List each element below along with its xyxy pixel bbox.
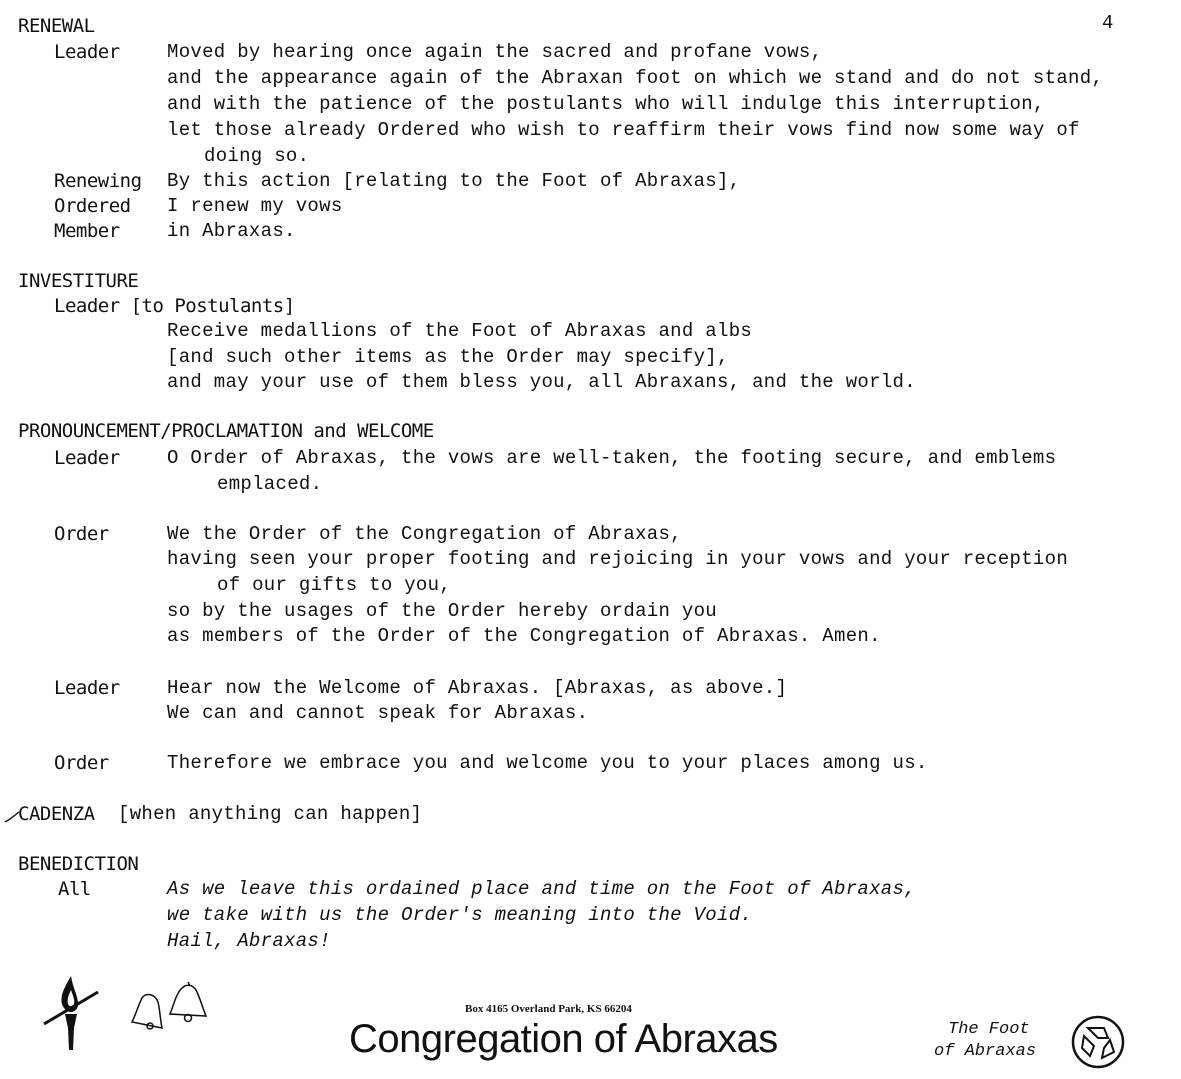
investiture-heading: INVESTITURE: [18, 270, 139, 292]
pronouncement-leader1-line-1: O Order of Abraxas, the vows are well-taken, the footing secure, and emblems: [167, 447, 1057, 469]
pronouncement-leader2-speaker: Leader: [54, 677, 120, 699]
renewal-member-line-3: in Abraxas.: [167, 220, 296, 242]
renewal-leader-line-4: let those already Ordered who wish to reaffirm their vows find now some way of: [167, 119, 1080, 141]
investiture-line-3: and may your use of them bless you, all Abraxans, and the world.: [167, 371, 916, 393]
pronouncement-order2-speaker: Order: [54, 752, 109, 774]
footer-tagline-1: The Foot: [948, 1020, 1030, 1039]
pronouncement-order1-line-5: as members of the Order of the Congregation of Abraxas. Amen.: [167, 625, 881, 647]
renewal-heading: RENEWAL: [18, 15, 95, 37]
renewal-leader-line-5: doing so.: [204, 145, 310, 167]
renewal-member-line-1: By this action [relating to the Foot of Abraxas],: [167, 170, 741, 192]
pronouncement-leader1-speaker: Leader: [54, 447, 120, 469]
pronouncement-order1-line-2: having seen your proper footing and rejoicing in your vows and your reception: [167, 548, 1069, 570]
renewal-speaker-member: Member: [54, 220, 120, 242]
page-number: 4: [1102, 12, 1114, 34]
renewal-speaker-renewing: Renewing: [54, 170, 142, 192]
pronouncement-leader2-line-1: Hear now the Welcome of Abraxas. [Abraxas, as above.]: [167, 677, 788, 699]
investiture-line-1: Receive medallions of the Foot of Abraxas and albs: [167, 320, 753, 342]
pronouncement-leader2-line-2: We can and cannot speak for Abraxas.: [167, 702, 589, 724]
renewal-leader-line-1: Moved by hearing once again the sacred and profane vows,: [167, 41, 823, 63]
renewal-leader-line-2: and the appearance again of the Abraxan foot on which we stand and do not stand,: [167, 67, 1104, 89]
renewal-speaker-ordered: Ordered: [54, 195, 131, 217]
investiture-line-2: [and such other items as the Order may specify],: [167, 346, 729, 368]
renewal-speaker-leader: Leader: [54, 41, 120, 63]
footer-org-name: Congregation of Abraxas: [349, 1017, 778, 1061]
footer-address: Box 4165 Overland Park, KS 66204: [465, 1003, 632, 1015]
pronouncement-heading: PRONOUNCEMENT/PROCLAMATION and WELCOME: [18, 420, 434, 442]
benediction-line-1: As we leave this ordained place and time on the Foot of Abraxas,: [167, 878, 916, 900]
cadenza-note: [when anything can happen]: [118, 803, 423, 825]
pronouncement-order1-line-3: of our gifts to you,: [217, 574, 452, 596]
abraxas-emblem-icon: [1070, 1014, 1126, 1070]
pronouncement-order2-line-1: Therefore we embrace you and welcome you to your places among us.: [167, 752, 928, 774]
torch-icon: [40, 972, 102, 1054]
bells-icon: [128, 978, 218, 1036]
benediction-line-3: Hail, Abraxas!: [167, 930, 331, 952]
benediction-speaker: All: [58, 878, 91, 900]
investiture-speaker: Leader [to Postulants]: [54, 295, 295, 317]
pronouncement-order1-line-1: We the Order of the Congregation of Abraxas,: [167, 523, 682, 545]
renewal-member-line-2: I renew my vows: [167, 195, 343, 217]
benediction-heading: BENEDICTION: [18, 853, 139, 875]
cadenza-heading: CADENZA: [18, 803, 95, 825]
pronouncement-order1-line-4: so by the usages of the Order hereby ordain you: [167, 600, 717, 622]
pronouncement-order1-speaker: Order: [54, 523, 109, 545]
renewal-leader-line-3: and with the patience of the postulants who will indulge this interruption,: [167, 93, 1045, 115]
footer-tagline-2: of Abraxas: [934, 1042, 1037, 1061]
pronouncement-leader1-line-2: emplaced.: [217, 473, 323, 495]
benediction-line-2: we take with us the Order's meaning into the Void.: [167, 904, 753, 926]
